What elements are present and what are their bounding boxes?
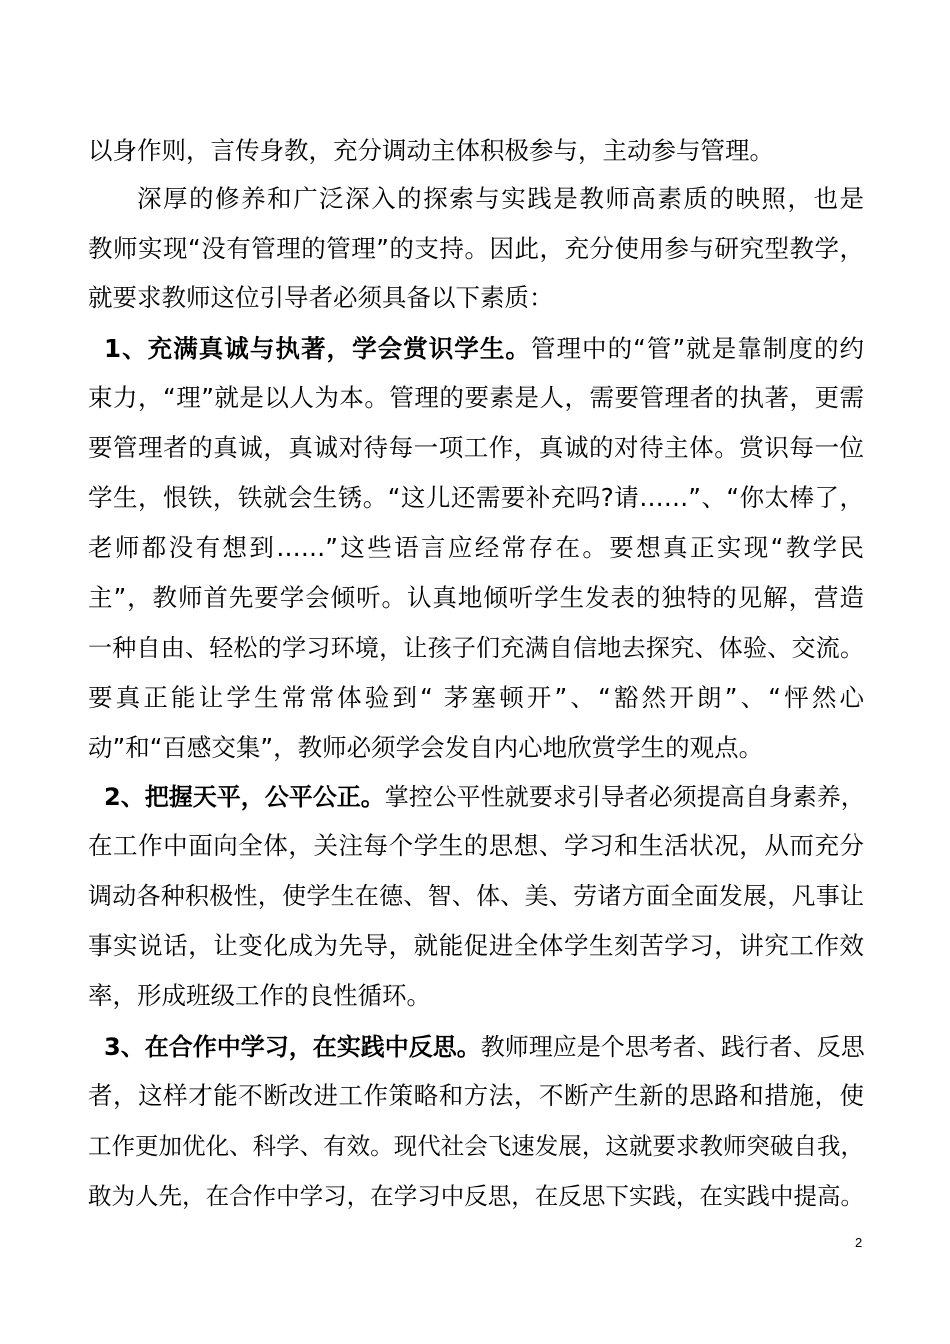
- text-line: [88, 234, 864, 264]
- text-line: [88, 483, 864, 513]
- line-text: 者，这样才能不断改进工作策略和方法，不断产生新的思路和措施，使: [88, 1081, 864, 1110]
- section-heading: 1、充满真诚与执著，学会赏识学生。: [104, 334, 531, 363]
- line-text: 要真正能让学生常常体验到“ 茅塞顿开”、“豁然开朗”、“怦然心: [88, 683, 864, 712]
- text-line: [88, 981, 864, 1011]
- text-line: [88, 831, 864, 861]
- text-line: [88, 1081, 864, 1111]
- text-line: [104, 1032, 864, 1062]
- text-line: [88, 383, 864, 413]
- line-text: 敢为人先，在合作中学习，在学习中反思，在反思下实践，在实践中提高。: [88, 1182, 864, 1210]
- line-text: 就要求教师这位引导者必须具备以下素质：: [88, 283, 554, 312]
- line-text: 掌控公平性就要求引导者必须提高自身素养，: [384, 783, 865, 811]
- text-line: [88, 881, 864, 911]
- line-text: 老师都没有想到……”这些语言应经常存在。要想真正实现“教学民: [88, 533, 864, 562]
- line-text: 率，形成班级工作的良性循环。: [88, 981, 431, 1010]
- text-line: [88, 1131, 864, 1161]
- text-line: [104, 782, 864, 812]
- section-heading: 2、把握天平，公平公正。: [104, 783, 385, 811]
- text-line: [88, 136, 864, 166]
- text-line: [88, 1181, 864, 1211]
- line-text: 管理中的“管”就是靠制度的约: [530, 334, 864, 363]
- text-line: [104, 334, 864, 364]
- line-text: 深厚的修养和广泛深入的探索与实践是教师高素质的映照，也是: [137, 184, 864, 213]
- text-line: [88, 533, 864, 563]
- line-text: 教师实现“没有管理的管理”的支持。因此，充分使用参与研究型教学，: [88, 234, 864, 263]
- line-text: 以身作则，言传身教，充分调动主体积极参与，主动参与管理。: [88, 136, 774, 165]
- line-text: 动”和“百感交集”，教师必须学会发自内心地欣赏学生的观点。: [88, 733, 764, 762]
- text-line: [88, 583, 864, 613]
- line-text: 主”，教师首先要学会倾听。认真地倾听学生发表的独特的见解，营造: [88, 583, 864, 612]
- text-line: [88, 633, 864, 663]
- line-text: 束力，“理”就是以人为本。管理的要素是人，需要管理者的执著，更需: [88, 383, 864, 412]
- line-text: 教师理应是个思考者、践行者、反思: [480, 1033, 865, 1061]
- line-text: 在工作中面向全体，关注每个学生的思想、学习和生活状况，从而充分: [88, 831, 864, 860]
- line-text: 工作更加优化、科学、有效。现代社会飞速发展，这就要求教师突破自我，: [88, 1132, 864, 1160]
- page-number: 2: [855, 1235, 863, 1250]
- line-text: 调动各种积极性，使学生在德、智、体、美、劳诸方面全面发展，凡事让: [88, 882, 864, 910]
- line-text: 学生，恨铁，铁就会生锈。“这儿还需要补充吗?请……”、“你太棒了，: [88, 483, 864, 512]
- text-line: [88, 931, 864, 961]
- section-heading: 3、在合作中学习，在实践中反思。: [104, 1033, 481, 1061]
- line-text: 要管理者的真诚，真诚对待每一项工作，真诚的对待主体。赏识每一位: [88, 433, 864, 462]
- line-text: 一种自由、轻松的学习环境，让孩子们充满自信地去探究、体验、交流。: [88, 634, 864, 662]
- line-text: 事实说话，让变化成为先导，就能促进全体学生刻苦学习，讲究工作效: [88, 931, 864, 960]
- text-line: [88, 683, 864, 713]
- text-line: [88, 283, 864, 313]
- text-line: [88, 433, 864, 463]
- text-line: [88, 733, 864, 763]
- text-line: [137, 184, 864, 214]
